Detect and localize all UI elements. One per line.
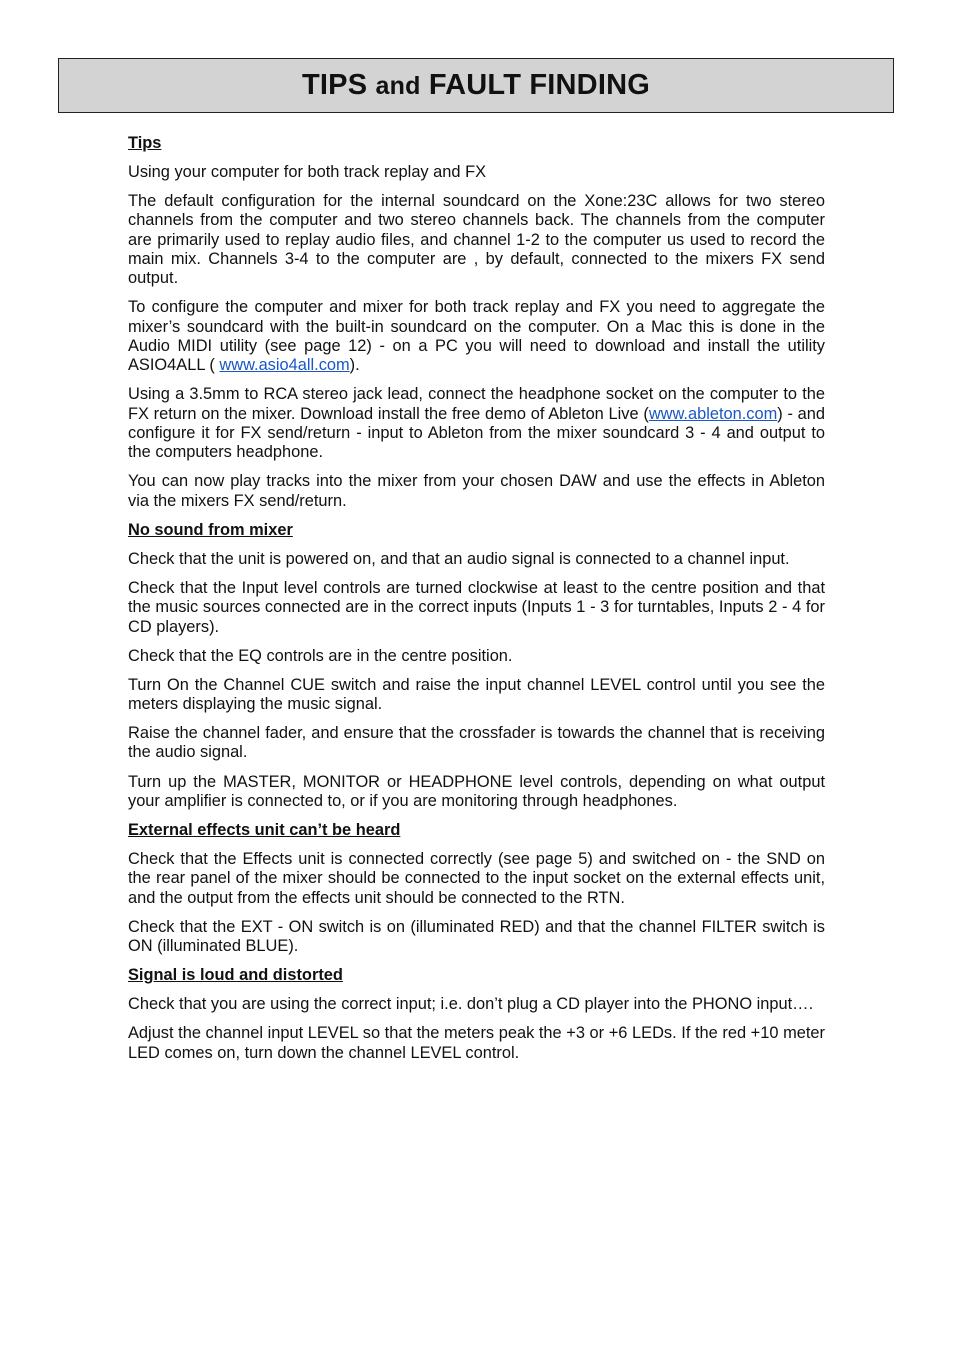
external-fx-switch: Check that the EXT - ON switch is on (illuminated RED) and that the channel FILTER switch is ON (illuminated BLUE). xyxy=(128,917,825,956)
no-sound-master: Turn up the MASTER, MONITOR or HEADPHONE level controls, depending on what output your amplifier is connected to, or if you are monitoring through headphones. xyxy=(128,772,825,810)
page-title-banner xyxy=(58,58,894,113)
tips-section xyxy=(128,134,825,511)
asio4all-link[interactable]: www.asio4all.com xyxy=(219,356,350,375)
no-sound-cue: Turn On the Channel CUE switch and raise the input channel LEVEL control until you see the meters displaying the music signal. xyxy=(128,675,825,714)
tips-aggregate-text: To configure the computer and mixer for both track replay and FX you need to aggregate the mixer’s soundcard with the built-in soundcard on the computer. On a Mac this is done in the Audio MIDI utility (see page 12) - on a PC you will need to download and install the utility ASIO4ALL ( xyxy=(128,298,825,375)
tips-play-tracks: You can now play tracks into the mixer from your chosen DAW and use the effects in Ableton via the mixers FX send/return. xyxy=(128,472,825,510)
no-sound-section xyxy=(128,521,825,811)
tips-ableton-text: Using a 3.5mm to RCA stereo jack lead, connect the headphone socket on the computer to the FX return on the mixer. Download install the free demo of Ableton Live ( xyxy=(128,385,825,423)
document-body xyxy=(128,134,825,1073)
external-fx-connection: Check that the Effects unit is connected correctly (see page 5) and switched on - the SND on the rear panel of the mixer should be connected to the input socket on the external effects unit, and the output from the effects unit should be connected to the RTN. xyxy=(128,850,825,907)
tips-default-config: The default configuration for the internal soundcard on the Xone:23C allows for two stereo channels from the computer and two stereo channels back. The channels from the computer are primarily used to replay audio files, and channel 1-2 to the computer us used to record the main mix. Channels 3-4 to the computer are , by default, connected to the mixers FX send output. xyxy=(128,192,825,288)
tips-intro: Using your computer for both track replay and FX xyxy=(128,163,487,182)
page-title xyxy=(302,69,650,102)
page-title-part-2: and xyxy=(375,72,421,100)
page-title-part-1: TIPS xyxy=(302,69,376,101)
external-fx-heading: External effects unit can’t be heard xyxy=(128,820,401,839)
distorted-heading: Signal is loud and distorted xyxy=(128,966,343,985)
tips-ableton-end: ) - and configure it for FX send/return - input to Ableton from the mixer soundcard 3 - 4 and output to the computers headphone. xyxy=(128,404,826,462)
no-sound-eq: Check that the EQ controls are in the centre position. xyxy=(128,646,513,665)
no-sound-fader: Raise the channel fader, and ensure that the crossfader is towards the channel that is receiving the audio signal. xyxy=(128,724,825,762)
external-fx-section xyxy=(128,821,825,956)
no-sound-power: Check that the unit is powered on, and that an audio signal is connected to a channel input. xyxy=(128,549,790,568)
no-sound-heading: No sound from mixer xyxy=(128,520,293,539)
ableton-link[interactable]: www.ableton.com xyxy=(648,404,778,423)
tips-heading: Tips xyxy=(128,134,162,152)
no-sound-input-level: Check that the Input level controls are turned clockwise at least to the centre position and that the music sources connected are in the correct inputs (Inputs 1 - 3 for turntables, Inputs 2 - 4 for CD players). xyxy=(128,579,825,636)
tips-aggregate-end: ). xyxy=(349,356,360,375)
tips-ableton xyxy=(128,385,825,462)
page-title-part-3: FAULT FINDING xyxy=(420,69,650,101)
tips-aggregate xyxy=(128,298,825,375)
distorted-input: Check that you are using the correct input; i.e. don’t plug a CD player into the PHONO input…. xyxy=(128,995,814,1014)
distorted-level: Adjust the channel input LEVEL so that the meters peak the +3 or +6 LEDs. If the red +10 meter LED comes on, turn down the channel LEVEL control. xyxy=(128,1024,825,1062)
distorted-section xyxy=(128,966,825,1063)
